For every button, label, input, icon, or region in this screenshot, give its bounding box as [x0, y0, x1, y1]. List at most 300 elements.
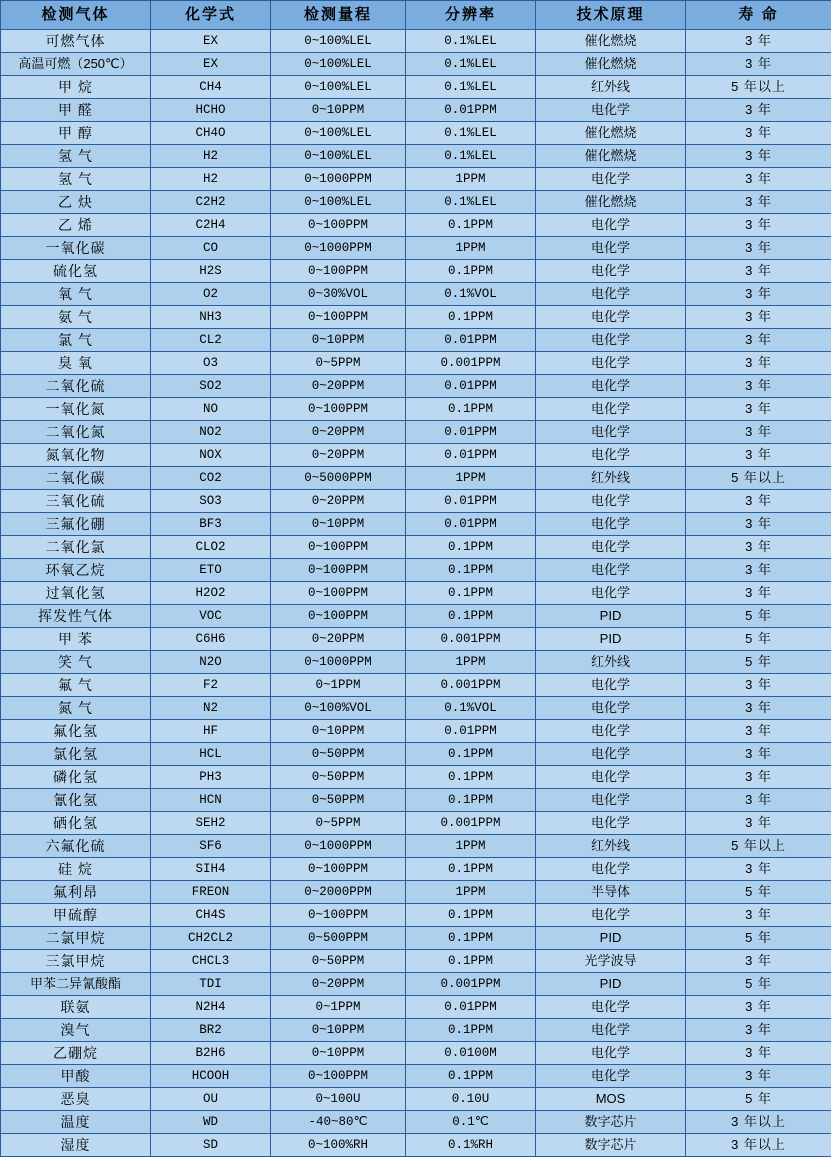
- table-row: [1, 651, 831, 674]
- cell-formula: OU: [151, 1088, 271, 1111]
- cell-formula: TDI: [151, 973, 271, 996]
- cell-range: 0~100%LEL: [271, 122, 406, 145]
- cell-principle: PID: [536, 927, 686, 950]
- cell-formula: FREON: [151, 881, 271, 904]
- table-row: [1, 306, 831, 329]
- cell-range: 0~10PPM: [271, 1019, 406, 1042]
- cell-resolution: 0.1PPM: [406, 766, 536, 789]
- cell-gas-name: 硅 烷: [1, 858, 151, 881]
- cell-formula: N2H4: [151, 996, 271, 1019]
- cell-resolution: 0.10U: [406, 1088, 536, 1111]
- table-row: [1, 513, 831, 536]
- cell-lifetime: 3 年: [686, 1065, 831, 1088]
- table-row: [1, 1042, 831, 1065]
- cell-lifetime: 3 年: [686, 743, 831, 766]
- table-row: [1, 122, 831, 145]
- cell-lifetime: 3 年以上: [686, 1111, 831, 1134]
- cell-range: 0~5000PPM: [271, 467, 406, 490]
- cell-principle: 电化学: [536, 582, 686, 605]
- cell-lifetime: 3 年: [686, 858, 831, 881]
- table-row: [1, 904, 831, 927]
- cell-lifetime: 3 年: [686, 375, 831, 398]
- table-row: [1, 812, 831, 835]
- cell-principle: 催化燃烧: [536, 53, 686, 76]
- cell-principle: 数字芯片: [536, 1111, 686, 1134]
- cell-principle: 电化学: [536, 421, 686, 444]
- cell-lifetime: 3 年: [686, 122, 831, 145]
- cell-formula: N2: [151, 697, 271, 720]
- cell-resolution: 0.1PPM: [406, 582, 536, 605]
- cell-range: 0~100PPM: [271, 559, 406, 582]
- cell-range: 0~20PPM: [271, 973, 406, 996]
- cell-formula: NOX: [151, 444, 271, 467]
- cell-lifetime: 3 年: [686, 513, 831, 536]
- cell-principle: 电化学: [536, 674, 686, 697]
- cell-gas-name: 氨 气: [1, 306, 151, 329]
- cell-resolution: 0.1PPM: [406, 214, 536, 237]
- cell-formula: SD: [151, 1134, 271, 1157]
- cell-lifetime: 3 年: [686, 950, 831, 973]
- table-row: [1, 950, 831, 973]
- cell-gas-name: 硒化氢: [1, 812, 151, 835]
- table-row: [1, 628, 831, 651]
- cell-lifetime: 3 年: [686, 674, 831, 697]
- cell-resolution: 0.01PPM: [406, 996, 536, 1019]
- cell-resolution: 0.01PPM: [406, 99, 536, 122]
- cell-lifetime: 3 年: [686, 1042, 831, 1065]
- cell-gas-name: 氟化氢: [1, 720, 151, 743]
- table-row: [1, 743, 831, 766]
- table-row: [1, 444, 831, 467]
- cell-lifetime: 3 年: [686, 490, 831, 513]
- cell-range: 0~1000PPM: [271, 237, 406, 260]
- table-row: [1, 398, 831, 421]
- cell-resolution: 0.1PPM: [406, 858, 536, 881]
- cell-gas-name: 可燃气体: [1, 30, 151, 53]
- cell-lifetime: 5 年: [686, 628, 831, 651]
- cell-lifetime: 5 年以上: [686, 467, 831, 490]
- cell-range: 0~100PPM: [271, 582, 406, 605]
- cell-gas-name: 一氧化氮: [1, 398, 151, 421]
- cell-lifetime: 3 年: [686, 996, 831, 1019]
- cell-principle: 催化燃烧: [536, 30, 686, 53]
- cell-gas-name: 高温可燃（250℃）: [1, 53, 151, 76]
- cell-lifetime: 3 年: [686, 559, 831, 582]
- cell-formula: O2: [151, 283, 271, 306]
- cell-formula: SEH2: [151, 812, 271, 835]
- cell-resolution: 0.01PPM: [406, 375, 536, 398]
- cell-principle: 电化学: [536, 766, 686, 789]
- cell-resolution: 0.0100M: [406, 1042, 536, 1065]
- cell-resolution: 0.1%LEL: [406, 76, 536, 99]
- table-row: [1, 881, 831, 904]
- cell-range: 0~100U: [271, 1088, 406, 1111]
- cell-principle: 电化学: [536, 444, 686, 467]
- table-row: [1, 53, 831, 76]
- cell-principle: 电化学: [536, 398, 686, 421]
- cell-resolution: 0.1PPM: [406, 605, 536, 628]
- cell-range: 0~10PPM: [271, 329, 406, 352]
- cell-gas-name: 三氟化硼: [1, 513, 151, 536]
- cell-formula: HCL: [151, 743, 271, 766]
- cell-range: 0~100%RH: [271, 1134, 406, 1157]
- cell-gas-name: 六氟化硫: [1, 835, 151, 858]
- table-row: [1, 927, 831, 950]
- cell-principle: 电化学: [536, 1042, 686, 1065]
- table-row: [1, 858, 831, 881]
- cell-range: 0~100PPM: [271, 306, 406, 329]
- cell-formula: CL2: [151, 329, 271, 352]
- table-row: [1, 214, 831, 237]
- cell-resolution: 0.1PPM: [406, 904, 536, 927]
- cell-gas-name: 一氧化碳: [1, 237, 151, 260]
- cell-resolution: 0.1%LEL: [406, 53, 536, 76]
- cell-resolution: 0.001PPM: [406, 674, 536, 697]
- cell-range: 0~100PPM: [271, 858, 406, 881]
- cell-gas-name: 氯化氢: [1, 743, 151, 766]
- cell-formula: SF6: [151, 835, 271, 858]
- cell-lifetime: 5 年: [686, 651, 831, 674]
- cell-gas-name: 氢 气: [1, 145, 151, 168]
- cell-formula: VOC: [151, 605, 271, 628]
- cell-principle: 电化学: [536, 260, 686, 283]
- cell-formula: HCHO: [151, 99, 271, 122]
- cell-range: 0~100PPM: [271, 214, 406, 237]
- cell-gas-name: 二氧化硫: [1, 375, 151, 398]
- cell-lifetime: 3 年: [686, 237, 831, 260]
- cell-gas-name: 二氧化碳: [1, 467, 151, 490]
- cell-gas-name: 臭 氧: [1, 352, 151, 375]
- cell-lifetime: 3 年: [686, 306, 831, 329]
- cell-range: 0~100PPM: [271, 1065, 406, 1088]
- cell-range: 0~20PPM: [271, 421, 406, 444]
- cell-lifetime: 5 年: [686, 881, 831, 904]
- cell-lifetime: 3 年: [686, 53, 831, 76]
- cell-formula: HCN: [151, 789, 271, 812]
- table-row: [1, 191, 831, 214]
- cell-resolution: 0.1%LEL: [406, 122, 536, 145]
- cell-principle: PID: [536, 628, 686, 651]
- cell-resolution: 0.001PPM: [406, 352, 536, 375]
- cell-principle: 电化学: [536, 812, 686, 835]
- table-row: [1, 30, 831, 53]
- table-row: [1, 1019, 831, 1042]
- cell-gas-name: 环氧乙烷: [1, 559, 151, 582]
- cell-lifetime: 3 年: [686, 766, 831, 789]
- cell-resolution: 0.1%VOL: [406, 283, 536, 306]
- cell-lifetime: 3 年: [686, 1019, 831, 1042]
- cell-gas-name: 湿度: [1, 1134, 151, 1157]
- table-row: [1, 237, 831, 260]
- cell-range: 0~10PPM: [271, 1042, 406, 1065]
- cell-range: 0~20PPM: [271, 444, 406, 467]
- cell-lifetime: 3 年: [686, 789, 831, 812]
- table-row: [1, 536, 831, 559]
- cell-principle: 电化学: [536, 99, 686, 122]
- cell-range: 0~20PPM: [271, 628, 406, 651]
- cell-resolution: 0.001PPM: [406, 628, 536, 651]
- table-row: [1, 1134, 831, 1157]
- cell-range: 0~100%LEL: [271, 76, 406, 99]
- table-row: [1, 559, 831, 582]
- cell-principle: 电化学: [536, 306, 686, 329]
- cell-principle: 催化燃烧: [536, 191, 686, 214]
- cell-lifetime: 3 年: [686, 720, 831, 743]
- cell-resolution: 0.1%LEL: [406, 30, 536, 53]
- cell-formula: H2O2: [151, 582, 271, 605]
- cell-gas-name: 甲苯二异氰酸酯: [1, 973, 151, 996]
- cell-principle: 电化学: [536, 743, 686, 766]
- table-row: [1, 99, 831, 122]
- cell-range: 0~5PPM: [271, 352, 406, 375]
- cell-gas-name: 乙 烯: [1, 214, 151, 237]
- cell-gas-name: 联氨: [1, 996, 151, 1019]
- cell-range: 0~100%LEL: [271, 145, 406, 168]
- cell-formula: CHCL3: [151, 950, 271, 973]
- table-header: [1, 1, 831, 30]
- cell-principle: 电化学: [536, 1019, 686, 1042]
- table-row: [1, 605, 831, 628]
- cell-formula: NH3: [151, 306, 271, 329]
- table-row: [1, 835, 831, 858]
- table-row: [1, 76, 831, 99]
- cell-formula: H2: [151, 145, 271, 168]
- cell-resolution: 0.1PPM: [406, 743, 536, 766]
- cell-formula: PH3: [151, 766, 271, 789]
- cell-lifetime: 3 年: [686, 99, 831, 122]
- cell-gas-name: 甲 烷: [1, 76, 151, 99]
- cell-resolution: 0.1PPM: [406, 536, 536, 559]
- cell-gas-name: 二氯甲烷: [1, 927, 151, 950]
- cell-formula: O3: [151, 352, 271, 375]
- cell-formula: CH4S: [151, 904, 271, 927]
- cell-principle: 电化学: [536, 720, 686, 743]
- cell-range: 0~100PPM: [271, 536, 406, 559]
- cell-resolution: 1PPM: [406, 835, 536, 858]
- cell-range: 0~10PPM: [271, 99, 406, 122]
- cell-range: 0~100PPM: [271, 605, 406, 628]
- cell-formula: NO2: [151, 421, 271, 444]
- cell-range: 0~10PPM: [271, 513, 406, 536]
- cell-gas-name: 溴气: [1, 1019, 151, 1042]
- cell-formula: BF3: [151, 513, 271, 536]
- cell-gas-name: 氧 气: [1, 283, 151, 306]
- cell-range: 0~50PPM: [271, 950, 406, 973]
- cell-formula: H2S: [151, 260, 271, 283]
- table-row: [1, 674, 831, 697]
- cell-resolution: 0.1%VOL: [406, 697, 536, 720]
- cell-gas-name: 过氧化氢: [1, 582, 151, 605]
- header-gas-name: 检测气体: [1, 1, 151, 30]
- table-row: [1, 260, 831, 283]
- cell-principle: 电化学: [536, 789, 686, 812]
- cell-formula: C2H4: [151, 214, 271, 237]
- cell-formula: HCOOH: [151, 1065, 271, 1088]
- cell-lifetime: 3 年: [686, 582, 831, 605]
- cell-principle: 电化学: [536, 697, 686, 720]
- cell-lifetime: 3 年以上: [686, 1134, 831, 1157]
- cell-principle: 电化学: [536, 329, 686, 352]
- cell-gas-name: 乙 炔: [1, 191, 151, 214]
- header-row: [1, 1, 831, 30]
- cell-gas-name: 挥发性气体: [1, 605, 151, 628]
- cell-resolution: 0.01PPM: [406, 490, 536, 513]
- cell-resolution: 0.01PPM: [406, 720, 536, 743]
- cell-resolution: 0.01PPM: [406, 513, 536, 536]
- table-row: [1, 973, 831, 996]
- table-row: [1, 283, 831, 306]
- cell-resolution: 1PPM: [406, 237, 536, 260]
- cell-gas-name: 氰化氢: [1, 789, 151, 812]
- cell-lifetime: 3 年: [686, 260, 831, 283]
- cell-resolution: 0.1PPM: [406, 1019, 536, 1042]
- cell-range: 0~1000PPM: [271, 835, 406, 858]
- cell-principle: 数字芯片: [536, 1134, 686, 1157]
- cell-formula: EX: [151, 30, 271, 53]
- header-principle: 技术原理: [536, 1, 686, 30]
- cell-resolution: 0.1℃: [406, 1111, 536, 1134]
- table-row: [1, 421, 831, 444]
- cell-resolution: 0.01PPM: [406, 444, 536, 467]
- cell-principle: 催化燃烧: [536, 145, 686, 168]
- cell-principle: PID: [536, 973, 686, 996]
- cell-lifetime: 3 年: [686, 444, 831, 467]
- cell-gas-name: 甲 醇: [1, 122, 151, 145]
- cell-gas-name: 二氧化氯: [1, 536, 151, 559]
- cell-principle: 电化学: [536, 513, 686, 536]
- cell-range: 0~1000PPM: [271, 168, 406, 191]
- cell-gas-name: 甲 苯: [1, 628, 151, 651]
- table-row: [1, 145, 831, 168]
- table-row: [1, 490, 831, 513]
- cell-formula: CLO2: [151, 536, 271, 559]
- cell-gas-name: 甲酸: [1, 1065, 151, 1088]
- cell-range: 0~1PPM: [271, 674, 406, 697]
- cell-principle: 电化学: [536, 168, 686, 191]
- cell-resolution: 0.1PPM: [406, 1065, 536, 1088]
- cell-resolution: 0.1PPM: [406, 398, 536, 421]
- table-row: [1, 467, 831, 490]
- table-row: [1, 697, 831, 720]
- cell-principle: 电化学: [536, 283, 686, 306]
- table-row: [1, 720, 831, 743]
- cell-formula: H2: [151, 168, 271, 191]
- cell-range: 0~10PPM: [271, 720, 406, 743]
- cell-resolution: 0.1%RH: [406, 1134, 536, 1157]
- table-row: [1, 789, 831, 812]
- cell-resolution: 1PPM: [406, 467, 536, 490]
- cell-range: 0~50PPM: [271, 766, 406, 789]
- cell-range: 0~50PPM: [271, 789, 406, 812]
- cell-lifetime: 5 年: [686, 927, 831, 950]
- cell-formula: NO: [151, 398, 271, 421]
- cell-principle: 电化学: [536, 214, 686, 237]
- cell-gas-name: 温度: [1, 1111, 151, 1134]
- cell-lifetime: 3 年: [686, 697, 831, 720]
- cell-principle: 电化学: [536, 352, 686, 375]
- cell-resolution: 0.1PPM: [406, 559, 536, 582]
- cell-lifetime: 5 年: [686, 605, 831, 628]
- cell-gas-name: 三氧化硫: [1, 490, 151, 513]
- cell-lifetime: 5 年以上: [686, 76, 831, 99]
- cell-formula: EX: [151, 53, 271, 76]
- cell-formula: N2O: [151, 651, 271, 674]
- cell-lifetime: 3 年: [686, 812, 831, 835]
- cell-formula: C6H6: [151, 628, 271, 651]
- cell-lifetime: 3 年: [686, 283, 831, 306]
- cell-gas-name: 乙硼烷: [1, 1042, 151, 1065]
- cell-lifetime: 3 年: [686, 329, 831, 352]
- cell-gas-name: 磷化氢: [1, 766, 151, 789]
- cell-range: 0~20PPM: [271, 375, 406, 398]
- cell-range: 0~100%LEL: [271, 53, 406, 76]
- table-row: [1, 1088, 831, 1111]
- cell-resolution: 0.001PPM: [406, 812, 536, 835]
- cell-lifetime: 3 年: [686, 191, 831, 214]
- cell-formula: CH2CL2: [151, 927, 271, 950]
- cell-formula: CO2: [151, 467, 271, 490]
- cell-lifetime: 3 年: [686, 145, 831, 168]
- cell-gas-name: 氯 气: [1, 329, 151, 352]
- cell-range: 0~1PPM: [271, 996, 406, 1019]
- cell-principle: 电化学: [536, 559, 686, 582]
- table-row: [1, 168, 831, 191]
- cell-lifetime: 3 年: [686, 904, 831, 927]
- cell-lifetime: 3 年: [686, 30, 831, 53]
- cell-gas-name: 甲硫醇: [1, 904, 151, 927]
- cell-principle: 红外线: [536, 835, 686, 858]
- cell-range: 0~30%VOL: [271, 283, 406, 306]
- cell-range: 0~5PPM: [271, 812, 406, 835]
- cell-principle: 电化学: [536, 1065, 686, 1088]
- cell-resolution: 0.1%LEL: [406, 145, 536, 168]
- cell-range: 0~500PPM: [271, 927, 406, 950]
- cell-range: 0~100%LEL: [271, 30, 406, 53]
- cell-resolution: 0.1PPM: [406, 927, 536, 950]
- cell-resolution: 1PPM: [406, 881, 536, 904]
- cell-resolution: 0.01PPM: [406, 329, 536, 352]
- cell-principle: MOS: [536, 1088, 686, 1111]
- cell-principle: 电化学: [536, 858, 686, 881]
- table-row: [1, 996, 831, 1019]
- cell-range: -40~80℃: [271, 1111, 406, 1134]
- cell-formula: SO3: [151, 490, 271, 513]
- cell-formula: CH4O: [151, 122, 271, 145]
- cell-gas-name: 甲 醛: [1, 99, 151, 122]
- cell-formula: BR2: [151, 1019, 271, 1042]
- cell-resolution: 0.001PPM: [406, 973, 536, 996]
- cell-formula: SIH4: [151, 858, 271, 881]
- cell-gas-name: 氟利昂: [1, 881, 151, 904]
- cell-range: 0~1000PPM: [271, 651, 406, 674]
- table-row: [1, 329, 831, 352]
- cell-gas-name: 氮氧化物: [1, 444, 151, 467]
- cell-resolution: 1PPM: [406, 651, 536, 674]
- cell-range: 0~20PPM: [271, 490, 406, 513]
- cell-formula: SO2: [151, 375, 271, 398]
- cell-range: 0~100PPM: [271, 904, 406, 927]
- cell-range: 0~50PPM: [271, 743, 406, 766]
- header-lifetime: 寿 命: [686, 1, 831, 30]
- table-row: [1, 352, 831, 375]
- cell-resolution: 0.1PPM: [406, 789, 536, 812]
- cell-resolution: 0.01PPM: [406, 421, 536, 444]
- cell-principle: 电化学: [536, 375, 686, 398]
- cell-formula: HF: [151, 720, 271, 743]
- cell-resolution: 1PPM: [406, 168, 536, 191]
- cell-principle: 红外线: [536, 467, 686, 490]
- cell-principle: 电化学: [536, 904, 686, 927]
